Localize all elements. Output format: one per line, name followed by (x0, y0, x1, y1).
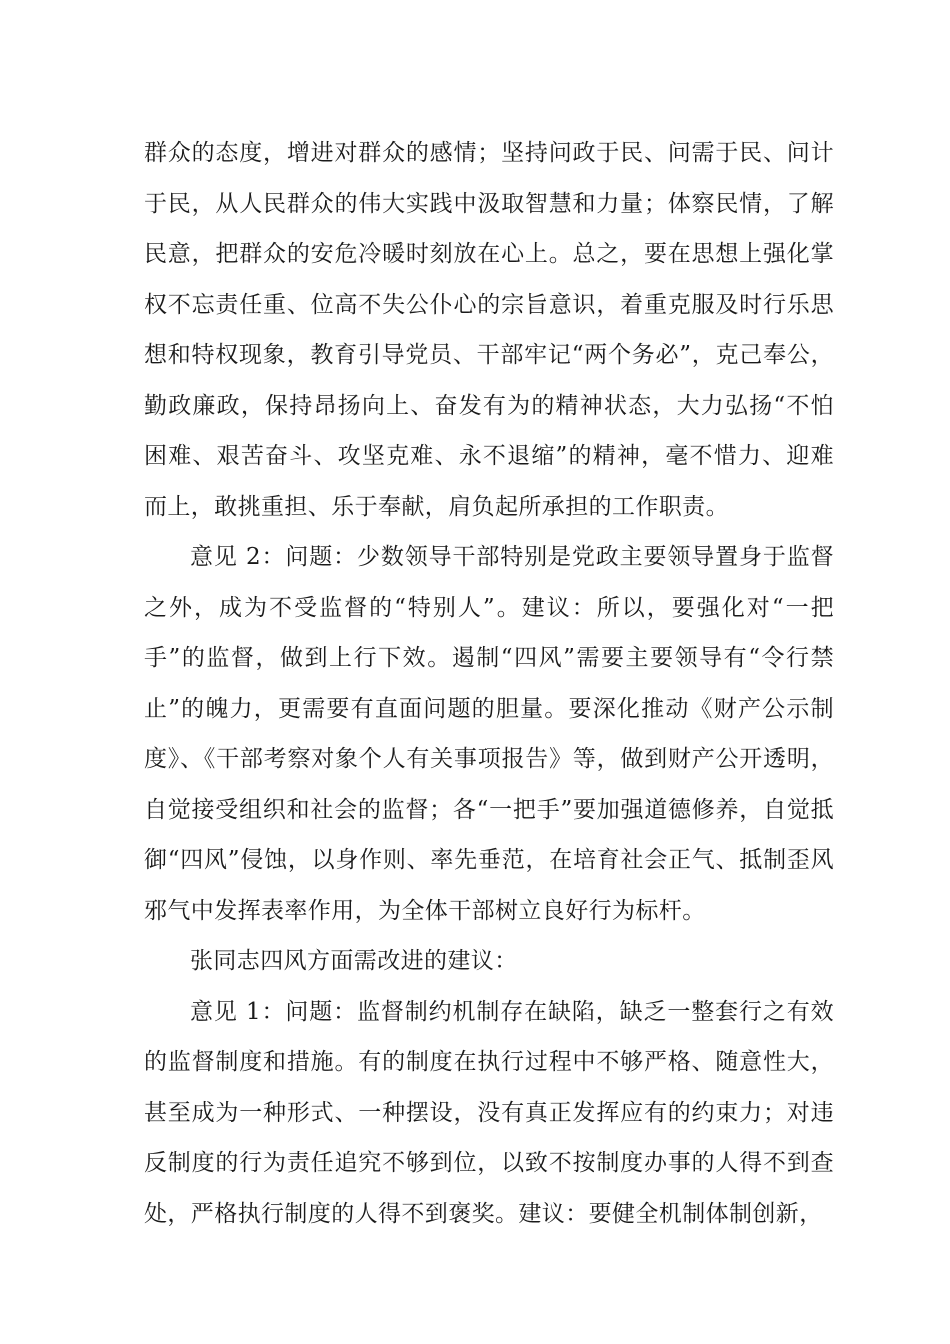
paragraph-continuation: 群众的态度，增进对群众的感情；坚持问政于民、问需于民、问计于民，从人民群众的伟大实践中汲取智慧和力量；体察民情，了解民意，把群众的安危冷暖时刻放在心上。总之，要在思想上强化掌权不忘责任重、位高不失公仆心的宗旨意识，着重克服及时行乐思想和特权现象，教育引导党员、干部牢记“两个务必”，克己奉公，勤政廉政，保持昂扬向上、奋发有为的精神状态，大力弘扬“不怕困难、艰苦奋斗、攻坚克难、永不退缩”的精神，毫不惜力、迎难而上，敢挑重担、乐于奉献，肩负起所承担的工作职责。 (144, 140, 834, 520)
document-body (144, 128, 834, 1239)
paragraph-opinion-1: 意见 1：问题：监督制约机制存在缺陷，缺乏一整套行之有效的监督制度和措施。有的制度在执行过程中不够严格、随意性大，甚至成为一种形式、一种摆设，没有真正发挥应有的约束力；对违反制度的行为责任追究不够到位，以致不按制度办事的人得不到查处，严格执行制度的人得不到褒奖。建议：要健全机制体制创新， (144, 998, 834, 1227)
paragraph-opinion-2: 意见 2：问题：少数领导干部特别是党政主要领导置身于监督之外，成为不受监督的“特别人”。建议：所以，要强化对“一把手”的监督，做到上行下效。遏制“四风”需要主要领导有“令行禁止”的魄力，更需要有直面问题的胆量。要深化推动《财产公示制度》、《干部考察对象个人有关事项报告》等，做到财产公开透明，自觉接受组织和社会的监督；各“一把手”要加强道德修养，自觉抵御“四风”侵蚀，以身作则、率先垂范，在培育社会正气、抵制歪风邪气中发挥表率作用，为全体干部树立良好行为标杆。 (144, 544, 834, 924)
paragraph-section-heading: 张同志四风方面需改进的建议： (190, 948, 518, 974)
